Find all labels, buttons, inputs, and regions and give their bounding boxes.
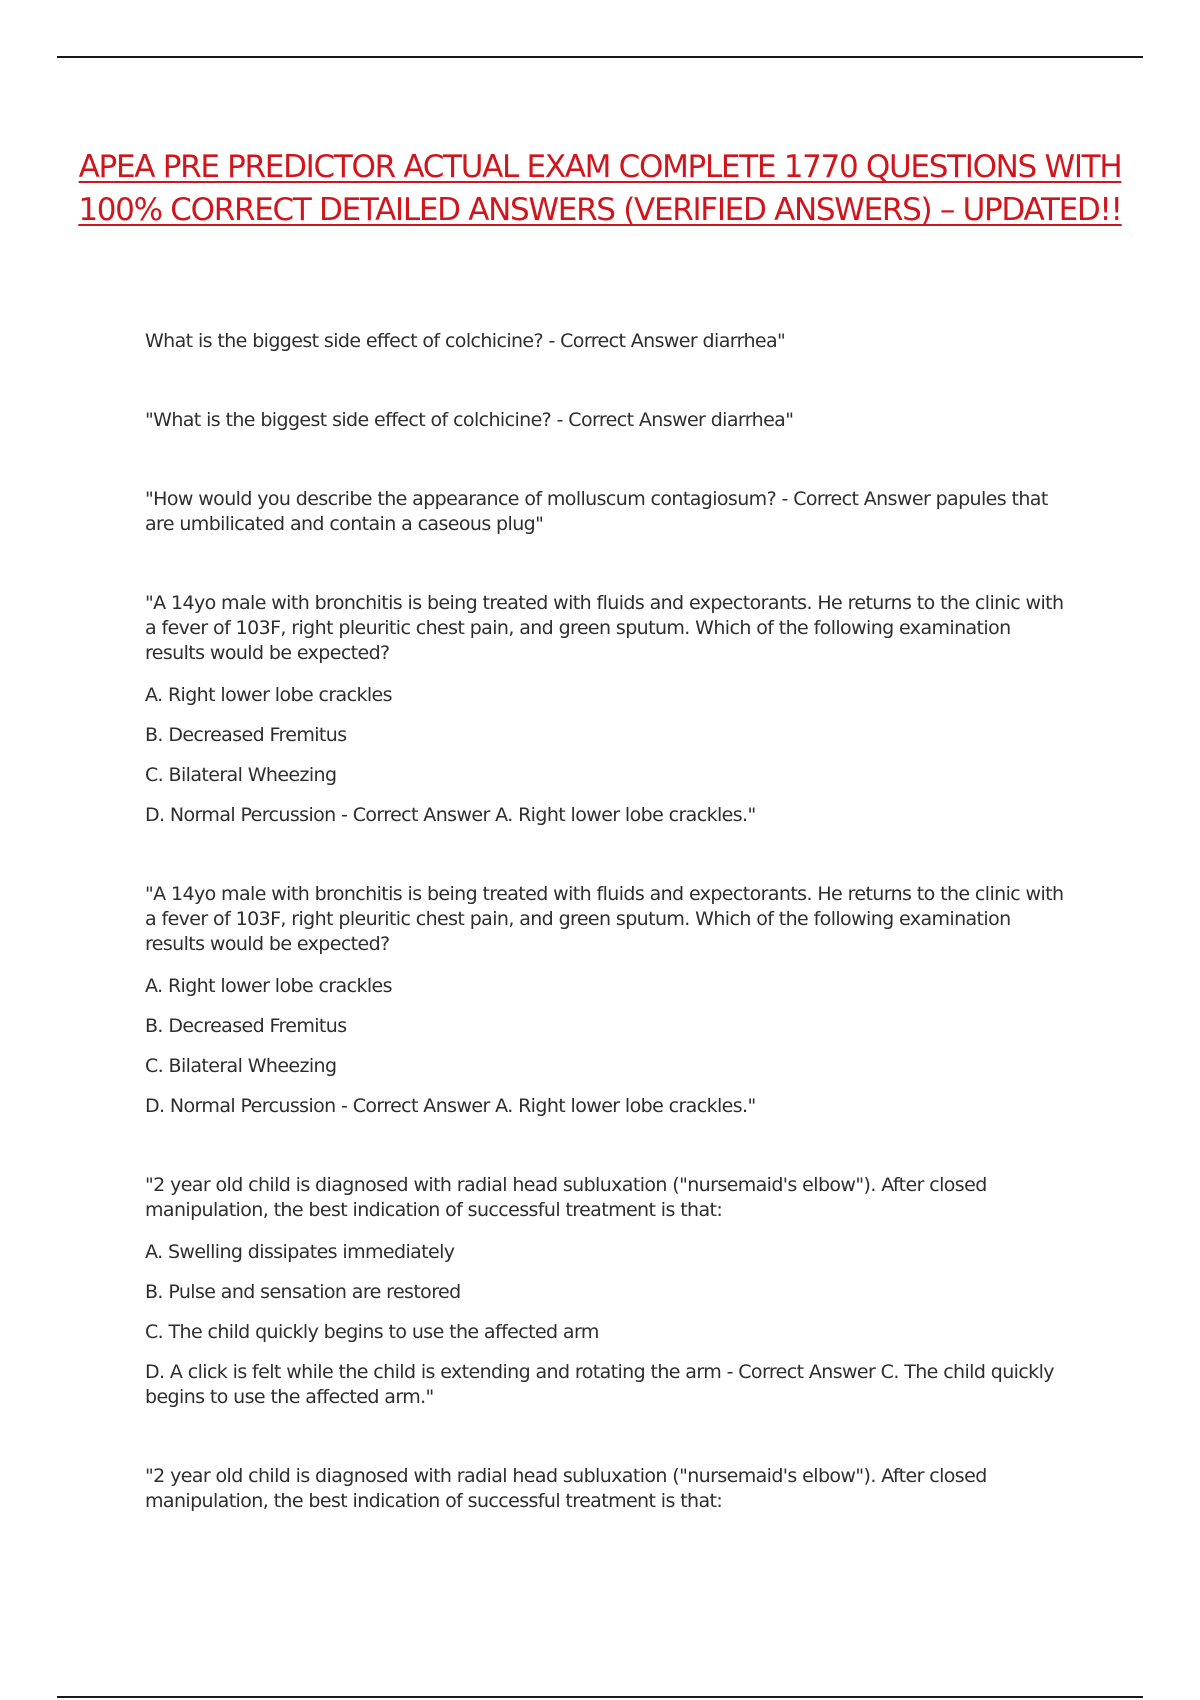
question-block [145, 329, 1065, 354]
question-block [145, 882, 1065, 1119]
bottom-divider [57, 1696, 1143, 1698]
question-text: "A 14yo male with bronchitis is being treated with fluids and expectorants. He returns to the clinic with a fever of 103F, right pleuritic chest pain, and green sputum. Which of the following examination results would be expected? [145, 592, 1064, 664]
answer-option: B. Decreased Fremitus [145, 1015, 347, 1037]
question-block [145, 1173, 1065, 1410]
answer-option: C. The child quickly begins to use the affected arm [145, 1321, 599, 1343]
answer-option: D. A click is felt while the child is extending and rotating the arm - Correct Answer C. The child quickly begins to use the affected arm." [145, 1361, 1054, 1408]
answer-option: D. Normal Percussion - Correct Answer A. Right lower lobe crackles." [145, 804, 756, 826]
answer-option: A. Right lower lobe crackles [145, 684, 392, 706]
question-text: "2 year old child is diagnosed with radial head subluxation ("nursemaid's elbow"). After closed manipulation, the best indication of successful treatment is that: [145, 1465, 987, 1512]
question-text: "What is the biggest side effect of colchicine? - Correct Answer diarrhea" [145, 409, 794, 431]
answer-option: C. Bilateral Wheezing [145, 1055, 337, 1077]
answer-option: A. Swelling dissipates immediately [145, 1241, 455, 1263]
question-block [145, 487, 1065, 537]
question-text: What is the biggest side effect of colchicine? - Correct Answer diarrhea" [145, 330, 786, 352]
document-title: APEA PRE PREDICTOR ACTUAL EXAM COMPLETE 1770 QUESTIONS WITH 100% CORRECT DETAILED ANSWERS (VERIFIED ANSWERS) – UPDATED!! [78, 149, 1122, 228]
question-list [145, 329, 1065, 1568]
answer-option: A. Right lower lobe crackles [145, 975, 392, 997]
question-block [145, 591, 1065, 828]
question-block [145, 1464, 1065, 1514]
top-divider [57, 56, 1143, 58]
answer-option: C. Bilateral Wheezing [145, 764, 337, 786]
answer-option: B. Pulse and sensation are restored [145, 1281, 461, 1303]
answer-option: D. Normal Percussion - Correct Answer A. Right lower lobe crackles." [145, 1095, 756, 1117]
question-block [145, 408, 1065, 433]
question-text: "How would you describe the appearance of molluscum contagiosum? - Correct Answer papules that are umbilicated and contain a caseous plug" [145, 488, 1048, 535]
question-text: "A 14yo male with bronchitis is being treated with fluids and expectorants. He returns to the clinic with a fever of 103F, right pleuritic chest pain, and green sputum. Which of the following examination results would be expected? [145, 883, 1064, 955]
answer-option: B. Decreased Fremitus [145, 724, 347, 746]
question-text: "2 year old child is diagnosed with radial head subluxation ("nursemaid's elbow"). After closed manipulation, the best indication of successful treatment is that: [145, 1174, 987, 1221]
